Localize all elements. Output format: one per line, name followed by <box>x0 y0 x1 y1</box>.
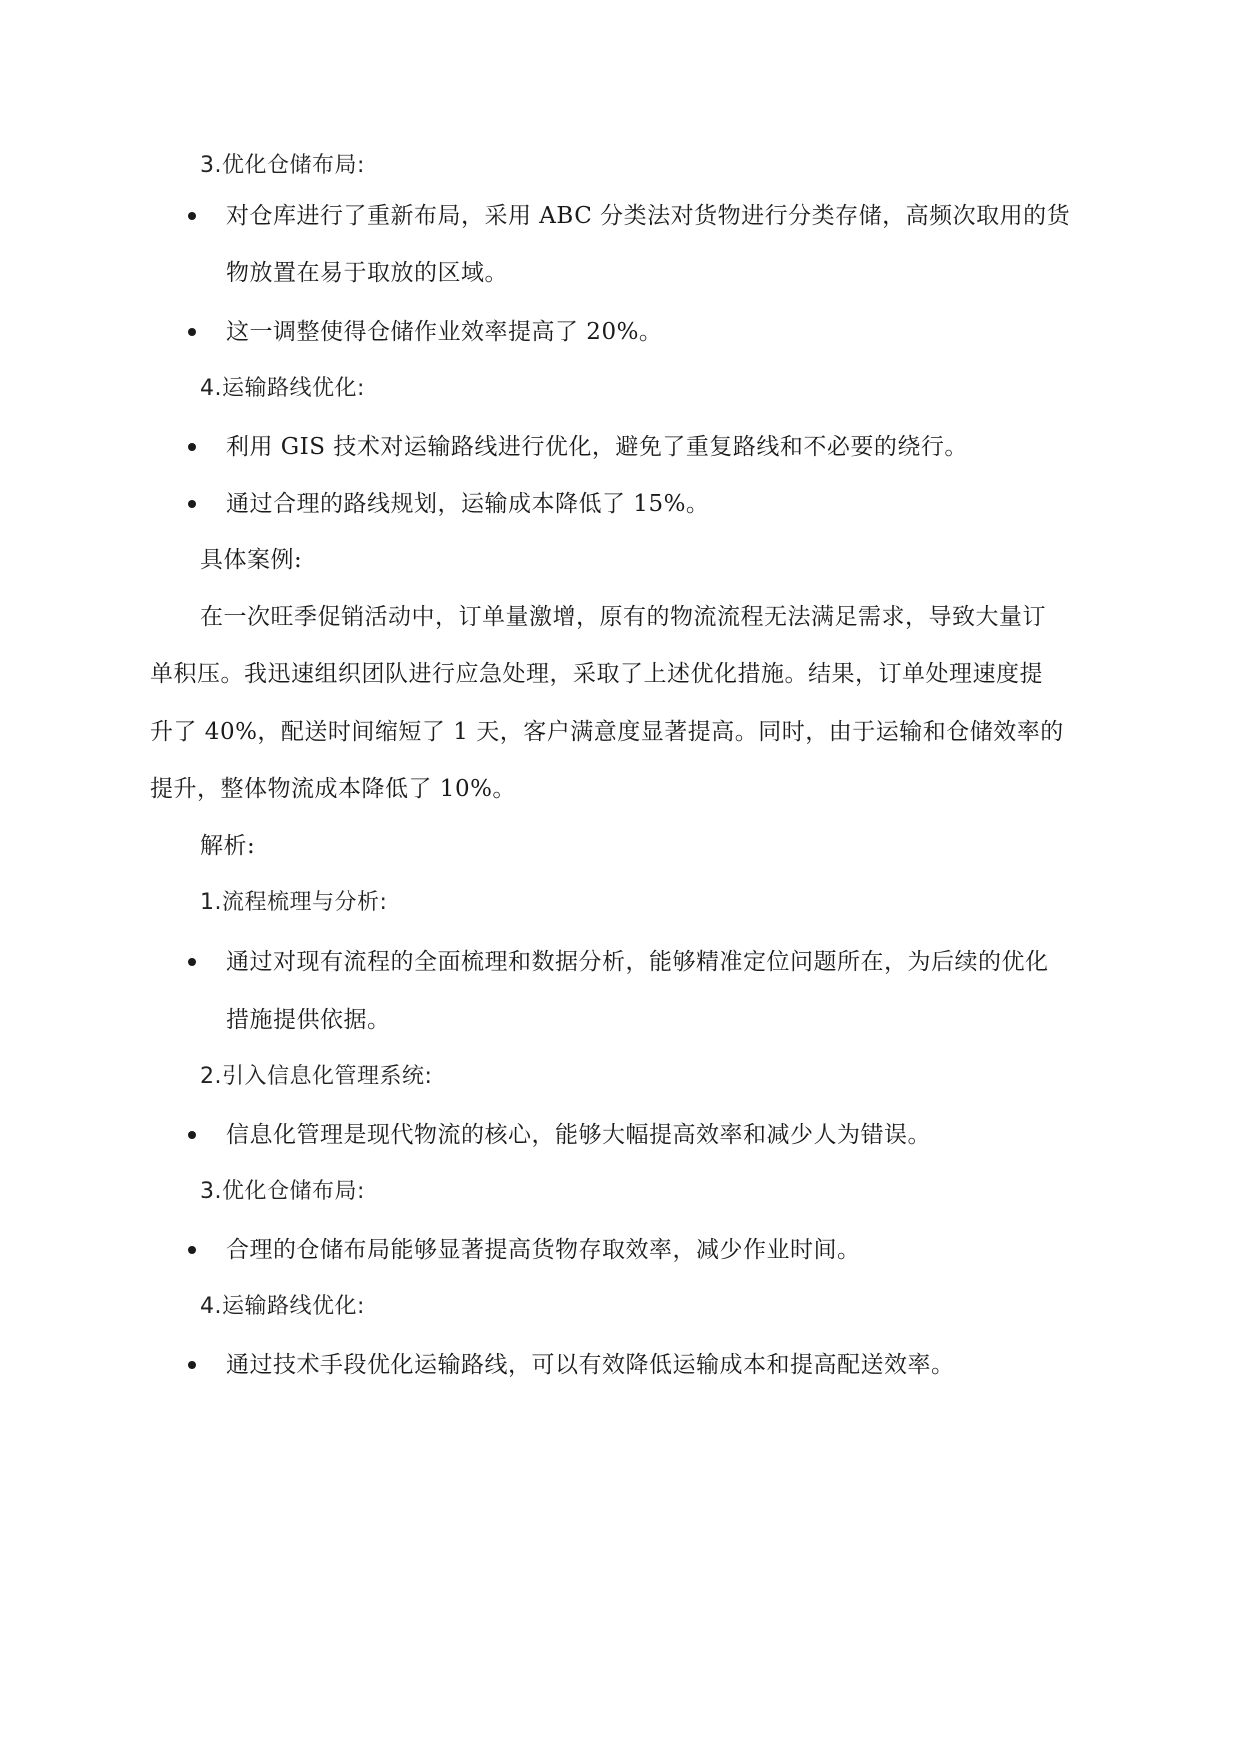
bullet-item-continuation: 措施提供依据。 <box>226 1007 391 1033</box>
bullet-icon <box>188 1246 196 1254</box>
analysis-label: 解析: <box>200 833 256 859</box>
section-heading-transport-route: 4.运输路线优化: <box>200 376 365 401</box>
bullet-item-text: 合理的仓储布局能够显著提高货物存取效率，减少作业时间。 <box>226 1237 861 1263</box>
case-paragraph-line: 单积压。我迅速组织团队进行应急处理，采取了上述优化措施。结果，订单处理速度提 <box>150 661 1043 687</box>
bullet-icon <box>188 500 196 508</box>
case-paragraph-line: 提升，整体物流成本降低了 10%。 <box>150 776 516 802</box>
bullet-item-text: 通过合理的路线规划，运输成本降低了 15%。 <box>226 491 710 517</box>
case-label: 具体案例: <box>200 547 303 573</box>
bullet-icon <box>188 443 196 451</box>
bullet-icon <box>188 328 196 336</box>
case-paragraph-line: 在一次旺季促销活动中，订单量激增，原有的物流流程无法满足需求，导致大量订 <box>200 604 1046 630</box>
case-paragraph-line: 升了 40%，配送时间缩短了 1 天，客户满意度显著提高。同时，由于运输和仓储效率的 <box>150 719 1064 745</box>
section-heading-warehouse-layout: 3.优化仓储布局: <box>200 153 365 178</box>
bullet-item-text: 信息化管理是现代物流的核心，能够大幅提高效率和减少人为错误。 <box>226 1122 931 1148</box>
bullet-icon <box>188 1131 196 1139</box>
analysis-heading-transport-route: 4.运输路线优化: <box>200 1294 365 1319</box>
bullet-item-text: 这一调整使得仓储作业效率提高了 20%。 <box>226 319 663 345</box>
bullet-item-text: 通过技术手段优化运输路线，可以有效降低运输成本和提高配送效率。 <box>226 1352 955 1378</box>
analysis-heading-warehouse-layout: 3.优化仓储布局: <box>200 1179 365 1204</box>
bullet-icon <box>188 212 196 220</box>
bullet-item-continuation: 物放置在易于取放的区域。 <box>226 260 508 286</box>
analysis-heading-process: 1.流程梳理与分析: <box>200 890 388 915</box>
bullet-item-text: 对仓库进行了重新布局，采用 ABC 分类法对货物进行分类存储，高频次取用的货 <box>226 203 1071 229</box>
bullet-icon <box>188 958 196 966</box>
analysis-heading-information-system: 2.引入信息化管理系统: <box>200 1064 433 1089</box>
bullet-item-text: 通过对现有流程的全面梳理和数据分析，能够精准定位问题所在，为后续的优化 <box>226 949 1049 975</box>
bullet-icon <box>188 1361 196 1369</box>
bullet-item-text: 利用 GIS 技术对运输路线进行优化，避免了重复路线和不必要的绕行。 <box>226 434 968 460</box>
